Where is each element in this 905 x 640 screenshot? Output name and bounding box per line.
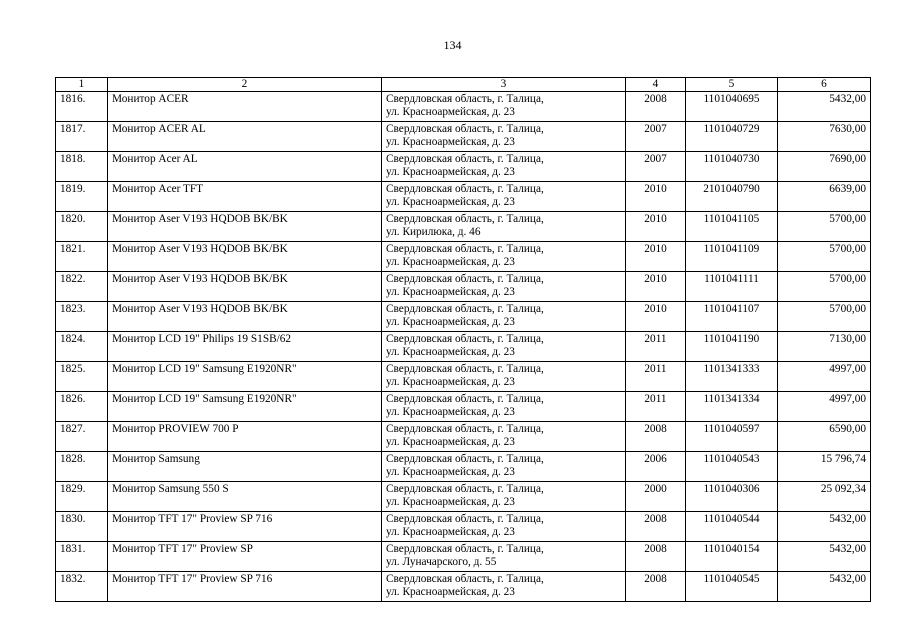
item-address	[382, 302, 626, 332]
item-address	[382, 422, 626, 452]
row-number: 1819.	[56, 182, 108, 212]
item-name: Монитор Samsung 550 S	[108, 482, 382, 512]
item-year: 2006	[626, 452, 686, 482]
address-line-2: ул. Красноармейская, д. 23	[386, 286, 515, 298]
item-address	[382, 482, 626, 512]
table-row	[56, 182, 871, 212]
address-line-1: Свердловская область, г. Талица,	[386, 393, 544, 405]
table-row	[56, 422, 871, 452]
item-name: Монитор TFT 17" Proview SP 716	[108, 572, 382, 602]
inventory-number: 1101040154	[686, 542, 778, 572]
address-line-1: Свердловская область, г. Талица,	[386, 213, 544, 225]
table-header-row	[56, 78, 871, 92]
item-address	[382, 212, 626, 242]
row-number: 1816.	[56, 92, 108, 122]
address-line-1: Свердловская область, г. Талица,	[386, 243, 544, 255]
column-header-5: 5	[686, 78, 778, 92]
table-row	[56, 482, 871, 512]
address-line-2: ул. Красноармейская, д. 23	[386, 136, 515, 148]
item-year: 2010	[626, 242, 686, 272]
inventory-number: 1101040729	[686, 122, 778, 152]
inventory-number: 1101040730	[686, 152, 778, 182]
address-line-2: ул. Красноармейская, д. 23	[386, 526, 515, 538]
inventory-number: 1101341333	[686, 362, 778, 392]
row-number: 1832.	[56, 572, 108, 602]
table-row	[56, 572, 871, 602]
row-number: 1824.	[56, 332, 108, 362]
item-name: Монитор TFT 17" Proview SP	[108, 542, 382, 572]
item-name: Монитор ACER	[108, 92, 382, 122]
address-line-2: ул. Красноармейская, д. 23	[386, 256, 515, 268]
column-header-2: 2	[108, 78, 382, 92]
inventory-number: 1101040544	[686, 512, 778, 542]
row-number: 1817.	[56, 122, 108, 152]
address-line-2: ул. Красноармейская, д. 23	[386, 346, 515, 358]
item-cost: 7630,00	[778, 122, 871, 152]
address-line-1: Свердловская область, г. Талица,	[386, 153, 544, 165]
item-address	[382, 332, 626, 362]
table-row	[56, 242, 871, 272]
address-line-2: ул. Красноармейская, д. 23	[386, 166, 515, 178]
item-name: Монитор LCD 19" Samsung E1920NR"	[108, 362, 382, 392]
item-name: Монитор PROVIEW 700 P	[108, 422, 382, 452]
item-year: 2008	[626, 572, 686, 602]
item-name: Монитор LCD 19" Samsung E1920NR"	[108, 392, 382, 422]
item-cost: 5432,00	[778, 512, 871, 542]
item-year: 2011	[626, 362, 686, 392]
item-address	[382, 362, 626, 392]
page-number: 134	[443, 38, 462, 52]
column-header-3: 3	[382, 78, 626, 92]
item-address	[382, 122, 626, 152]
address-line-1: Свердловская область, г. Талица,	[386, 123, 544, 135]
table-row	[56, 362, 871, 392]
address-line-2: ул. Красноармейская, д. 23	[386, 196, 515, 208]
item-name: Монитор Aser V193 HQDOB BK/BK	[108, 302, 382, 332]
item-year: 2010	[626, 212, 686, 242]
table-row	[56, 212, 871, 242]
table-row	[56, 272, 871, 302]
column-header-4: 4	[626, 78, 686, 92]
inventory-number: 1101041107	[686, 302, 778, 332]
item-cost: 4997,00	[778, 362, 871, 392]
item-name: Монитор ACER AL	[108, 122, 382, 152]
item-year: 2008	[626, 422, 686, 452]
item-name: Монитор Aser V193 HQDOB BK/BK	[108, 242, 382, 272]
item-address	[382, 242, 626, 272]
row-number: 1828.	[56, 452, 108, 482]
item-cost: 4997,00	[778, 392, 871, 422]
table-row	[56, 152, 871, 182]
row-number: 1818.	[56, 152, 108, 182]
inventory-number: 1101040695	[686, 92, 778, 122]
address-line-1: Свердловская область, г. Талица,	[386, 513, 544, 525]
item-name: Монитор TFT 17" Proview SP 716	[108, 512, 382, 542]
table-row	[56, 332, 871, 362]
item-cost: 15 796,74	[778, 452, 871, 482]
item-year: 2011	[626, 392, 686, 422]
row-number: 1823.	[56, 302, 108, 332]
item-address	[382, 572, 626, 602]
item-year: 2008	[626, 512, 686, 542]
row-number: 1826.	[56, 392, 108, 422]
column-header-6: 6	[778, 78, 871, 92]
address-line-1: Свердловская область, г. Талица,	[386, 93, 544, 105]
column-header-1: 1	[56, 78, 108, 92]
item-name: Монитор Aser V193 HQDOB BK/BK	[108, 212, 382, 242]
row-number: 1830.	[56, 512, 108, 542]
item-address	[382, 392, 626, 422]
item-cost: 7690,00	[778, 152, 871, 182]
address-line-2: ул. Красноармейская, д. 23	[386, 406, 515, 418]
item-name: Монитор Acer TFT	[108, 182, 382, 212]
item-year: 2011	[626, 332, 686, 362]
address-line-2: ул. Красноармейская, д. 23	[386, 376, 515, 388]
item-cost: 5432,00	[778, 92, 871, 122]
item-year: 2010	[626, 272, 686, 302]
address-line-2: ул. Красноармейская, д. 23	[386, 106, 515, 118]
address-line-2: ул. Красноармейская, д. 23	[386, 466, 515, 478]
address-line-1: Свердловская область, г. Талица,	[386, 363, 544, 375]
address-line-1: Свердловская область, г. Талица,	[386, 453, 544, 465]
address-line-1: Свердловская область, г. Талица,	[386, 423, 544, 435]
row-number: 1825.	[56, 362, 108, 392]
item-address	[382, 182, 626, 212]
table-row	[56, 452, 871, 482]
address-line-1: Свердловская область, г. Талица,	[386, 273, 544, 285]
row-number: 1821.	[56, 242, 108, 272]
item-year: 2010	[626, 182, 686, 212]
address-line-2: ул. Красноармейская, д. 23	[386, 436, 515, 448]
address-line-1: Свердловская область, г. Талица,	[386, 183, 544, 195]
item-cost: 5700,00	[778, 302, 871, 332]
address-line-1: Свердловская область, г. Талица,	[386, 573, 544, 585]
item-name: Монитор Samsung	[108, 452, 382, 482]
item-cost: 25 092,34	[778, 482, 871, 512]
address-line-2: ул. Красноармейская, д. 23	[386, 496, 515, 508]
item-year: 2007	[626, 122, 686, 152]
address-line-2: ул. Красноармейская, д. 23	[386, 316, 515, 328]
address-line-1: Свердловская область, г. Талица,	[386, 333, 544, 345]
row-number: 1829.	[56, 482, 108, 512]
item-year: 2010	[626, 302, 686, 332]
item-year: 2008	[626, 542, 686, 572]
item-address	[382, 152, 626, 182]
row-number: 1827.	[56, 422, 108, 452]
address-line-2: ул. Кирилюка, д. 46	[386, 226, 481, 238]
inventory-number: 1101041109	[686, 242, 778, 272]
item-cost: 6590,00	[778, 422, 871, 452]
table-row	[56, 542, 871, 572]
row-number: 1820.	[56, 212, 108, 242]
item-year: 2008	[626, 92, 686, 122]
inventory-number: 1101040597	[686, 422, 778, 452]
item-address	[382, 542, 626, 572]
inventory-number: 1101041190	[686, 332, 778, 362]
address-line-1: Свердловская область, г. Талица,	[386, 303, 544, 315]
item-name: Монитор Aser V193 HQDOB BK/BK	[108, 272, 382, 302]
item-year: 2007	[626, 152, 686, 182]
item-name: Монитор LCD 19" Philips 19 S1SB/62	[108, 332, 382, 362]
table-row	[56, 302, 871, 332]
inventory-number: 1101040543	[686, 452, 778, 482]
address-line-2: ул. Красноармейская, д. 23	[386, 586, 515, 598]
table-row	[56, 122, 871, 152]
registry-table	[55, 77, 871, 602]
item-cost: 5432,00	[778, 572, 871, 602]
item-address	[382, 512, 626, 542]
address-line-1: Свердловская область, г. Талица,	[386, 543, 544, 555]
table-row	[56, 512, 871, 542]
table-row	[56, 92, 871, 122]
item-cost: 5700,00	[778, 212, 871, 242]
item-cost: 6639,00	[778, 182, 871, 212]
inventory-number: 1101040306	[686, 482, 778, 512]
table-row	[56, 392, 871, 422]
inventory-number: 1101041111	[686, 272, 778, 302]
address-line-1: Свердловская область, г. Талица,	[386, 483, 544, 495]
inventory-number: 1101041105	[686, 212, 778, 242]
item-cost: 5700,00	[778, 242, 871, 272]
inventory-number: 1101040545	[686, 572, 778, 602]
inventory-number: 1101341334	[686, 392, 778, 422]
item-address	[382, 452, 626, 482]
item-address	[382, 92, 626, 122]
address-line-2: ул. Луначарского, д. 55	[386, 556, 497, 568]
item-cost: 5700,00	[778, 272, 871, 302]
item-cost: 5432,00	[778, 542, 871, 572]
item-name: Монитор Acer AL	[108, 152, 382, 182]
inventory-number: 2101040790	[686, 182, 778, 212]
item-address	[382, 272, 626, 302]
item-cost: 7130,00	[778, 332, 871, 362]
row-number: 1822.	[56, 272, 108, 302]
item-year: 2000	[626, 482, 686, 512]
row-number: 1831.	[56, 542, 108, 572]
